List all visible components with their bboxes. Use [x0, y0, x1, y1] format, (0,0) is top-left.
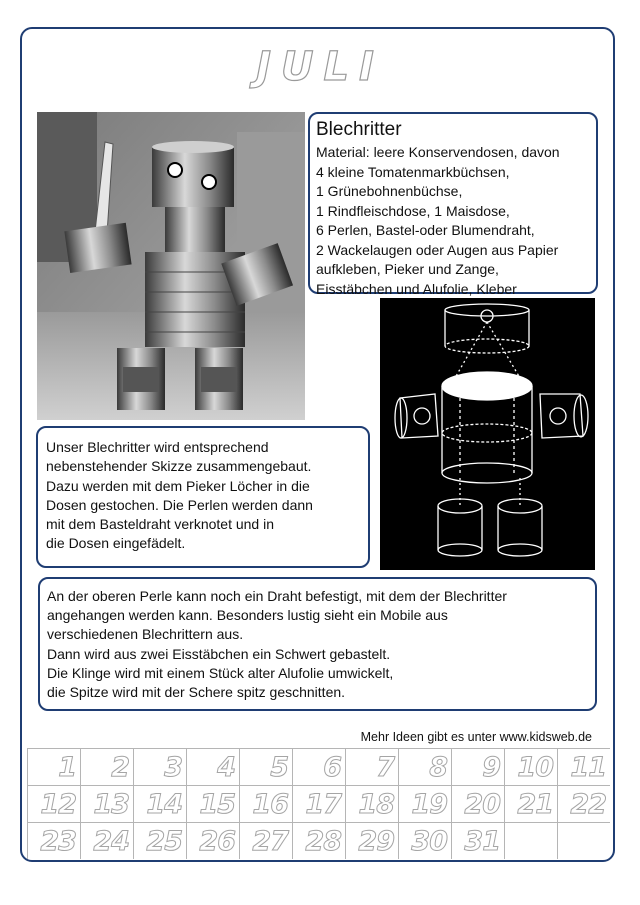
assembly-line: Dazu werden mit dem Pieker Löcher in die: [46, 477, 310, 494]
calendar-day: 12: [27, 785, 80, 822]
calendar-day: 8: [398, 748, 451, 785]
calendar-day: 28: [292, 822, 345, 859]
material-title: Blechritter: [316, 119, 402, 140]
assembly-line: Unser Blechritter wird entsprechend: [46, 439, 269, 455]
assembly-line: mit dem Basteldraht verknotet und in: [46, 516, 275, 533]
calendar-day: 25: [133, 822, 186, 859]
assembly-line: Dosen gestochen. Die Perlen werden dann: [46, 496, 313, 513]
calendar-day: 17: [292, 785, 345, 822]
calendar-day: 16: [239, 785, 292, 822]
calendar-day: 1: [27, 748, 80, 785]
calendar-day: 15: [186, 785, 239, 822]
calendar-day: 30: [398, 822, 451, 859]
tips-line: An der oberen Perle kann noch ein Draht befestigt, mit dem der Blechritter: [47, 588, 507, 604]
material-line: 6 Perlen, Bastel-oder Blumendraht,: [316, 222, 535, 238]
month-title: JULI: [256, 44, 384, 90]
calendar-day: 9: [451, 748, 504, 785]
calendar-day: 11: [557, 748, 610, 785]
calendar-day: 4: [186, 748, 239, 785]
material-line: 1 Grünebohnenbüchse,: [316, 183, 463, 199]
robot-sketch: [380, 298, 595, 570]
footer-link-text: Mehr Ideen gibt es unter www.kidsweb.de: [360, 730, 592, 744]
calendar-day: 19: [398, 785, 451, 822]
calendar-day: 6: [292, 748, 345, 785]
calendar-day: 7: [345, 748, 398, 785]
material-box: [308, 112, 598, 297]
tips-line: die Spitze wird mit der Schere spitz geschnitten.: [47, 684, 346, 701]
calendar-day: 18: [345, 785, 398, 822]
calendar-day: 21: [504, 785, 557, 822]
calendar-day: 27: [239, 822, 292, 859]
assembly-line: nebenstehender Skizze zusammengebaut.: [46, 458, 312, 475]
material-line: 2 Wackelaugen oder Augen aus Papier: [316, 241, 559, 258]
calendar-empty-cell: [557, 822, 610, 859]
calendar-grid: [27, 748, 614, 860]
tips-box: [38, 577, 597, 711]
calendar-day: 13: [80, 785, 133, 822]
tips-line: Dann wird aus zwei Eisstäbchen ein Schwert gebastelt.: [47, 645, 391, 662]
calendar-day: 23: [27, 822, 80, 859]
robot-photo: [37, 112, 305, 420]
material-line: 1 Rindfleischdose, 1 Maisdose,: [316, 202, 510, 219]
calendar-day: 26: [186, 822, 239, 859]
material-line: aufkleben, Pieker und Zange,: [316, 261, 499, 277]
tips-line: angehangen werden kann. Besonders lustig sieht ein Mobile aus: [47, 607, 448, 624]
tips-line: verschiedenen Blechrittern aus.: [47, 626, 244, 643]
calendar-day: 22: [557, 785, 610, 822]
calendar-day: 24: [80, 822, 133, 859]
calendar-empty-cell: [504, 822, 557, 859]
calendar-day: 2: [80, 748, 133, 785]
calendar-day: 31: [451, 822, 504, 859]
calendar-day: 3: [133, 748, 186, 785]
calendar-day: 5: [239, 748, 292, 785]
calendar-day: 20: [451, 785, 504, 822]
calendar-day: 14: [133, 785, 186, 822]
material-line: 4 kleine Tomatenmarkbüchsen,: [316, 163, 510, 180]
calendar-day: 29: [345, 822, 398, 859]
material-line: Eisstäbchen und Alufolie, Kleber: [316, 280, 517, 297]
assembly-box: [36, 426, 370, 568]
material-line: Material: leere Konservendosen, davon: [316, 144, 560, 160]
assembly-line: die Dosen eingefädelt.: [46, 535, 186, 552]
tips-line: Die Klinge wird mit einem Stück alter Alufolie umwickelt,: [47, 664, 394, 681]
calendar-day: 10: [504, 748, 557, 785]
